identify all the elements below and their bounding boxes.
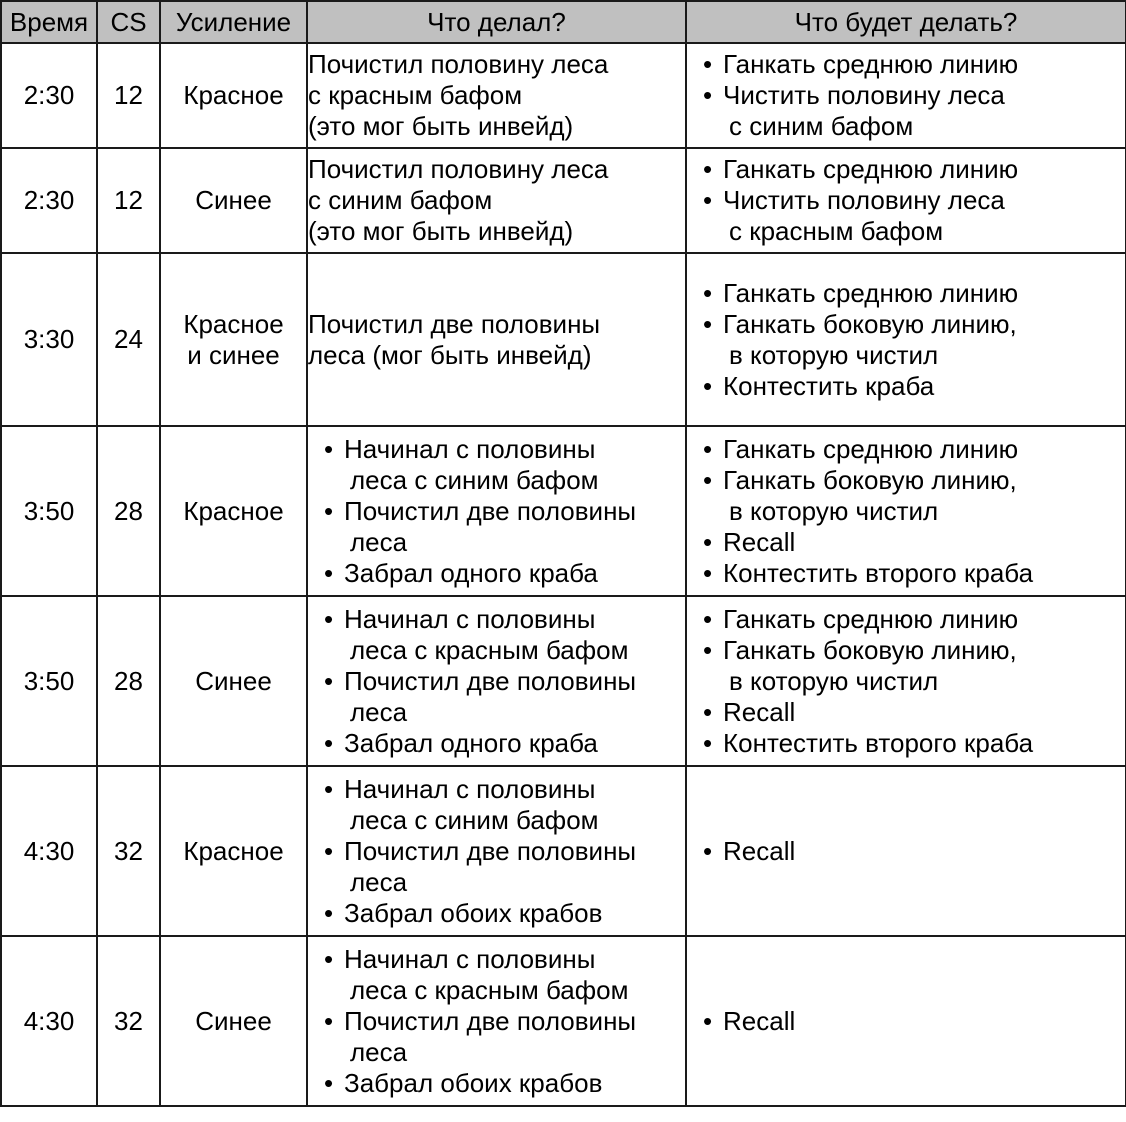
- buff-line: Красное: [183, 495, 284, 526]
- cell-cs: 32: [97, 936, 160, 1106]
- did-line: леса (мог быть инвейд): [308, 339, 592, 370]
- did-item-cont: леса: [350, 866, 408, 897]
- did-item-line: • Начинал с половины: [344, 433, 596, 464]
- did-item-line: • Начинал с половины: [344, 773, 596, 804]
- buff-line: Красное: [183, 835, 284, 866]
- cell-buff: [160, 596, 307, 766]
- cell-will-do: [686, 426, 1126, 596]
- did-item-cont: леса с синим бафом: [350, 464, 599, 495]
- did-item-line: • Начинал с половины: [344, 603, 596, 634]
- buff-line: Красное: [183, 80, 284, 110]
- will-item-line: • Контестить краба: [723, 370, 935, 401]
- did-list-item: [324, 944, 685, 1006]
- cell-buff: [160, 766, 307, 936]
- did-item-line: • Почистил две половины: [344, 665, 637, 696]
- will-do-item: [703, 1006, 1125, 1037]
- did-list-item: [324, 666, 685, 728]
- did-item-cont: леса с красным бафом: [350, 634, 629, 665]
- cell-did: [307, 766, 686, 936]
- header-did: Что делал?: [307, 1, 686, 43]
- did-item-line: • Почистил две половины: [344, 1005, 637, 1036]
- did-line: (это мог быть инвейд): [308, 111, 574, 141]
- cell-will-do: [686, 596, 1126, 766]
- did-list: [308, 774, 685, 929]
- will-item-line: • Ганкать боковую линию,: [723, 308, 1017, 339]
- did-list-item: [324, 1006, 685, 1068]
- did-line: Почистил половину леса: [308, 154, 609, 184]
- did-list-item: [324, 604, 685, 666]
- will-do-item: [703, 185, 1125, 247]
- cell-did: [307, 596, 686, 766]
- cell-cs: 28: [97, 426, 160, 596]
- cell-cs: 28: [97, 596, 160, 766]
- will-do-list: [687, 1006, 1125, 1037]
- did-list-item: [324, 774, 685, 836]
- did-list-item: [324, 836, 685, 898]
- will-do-list: [687, 49, 1125, 142]
- cell-time: 2:30: [1, 148, 97, 253]
- will-do-item: [703, 434, 1125, 465]
- did-line: с красным бафом: [308, 80, 523, 110]
- cell-will-do: [686, 766, 1126, 936]
- will-item-line: • Ганкать боковую линию,: [723, 464, 1017, 495]
- cell-cs: 24: [97, 253, 160, 426]
- cell-time: 3:50: [1, 596, 97, 766]
- did-list-item: [324, 558, 685, 589]
- will-do-item: [703, 465, 1125, 527]
- did-list-item: [324, 434, 685, 496]
- will-item-line: • Ганкать боковую линию,: [723, 634, 1017, 665]
- cell-did: [307, 936, 686, 1106]
- will-do-list: [687, 604, 1125, 759]
- will-item-line: • Контестить второго краба: [723, 557, 1034, 588]
- did-list-item: [324, 728, 685, 759]
- did-line: Почистил две половины: [308, 308, 601, 339]
- will-do-item: [703, 80, 1125, 142]
- buff-line: и синее: [187, 339, 280, 370]
- did-item-line: • Забрал одного краба: [344, 557, 598, 588]
- will-item-line: • Чистить половину леса: [723, 185, 1005, 215]
- cell-time: 3:50: [1, 426, 97, 596]
- did-item-line: • Почистил две половины: [344, 495, 637, 526]
- cell-did: [307, 426, 686, 596]
- header-time: Время: [1, 1, 97, 43]
- will-item-line: • Чистить половину леса: [723, 80, 1005, 110]
- cell-buff: [160, 148, 307, 253]
- will-item-cont: в которую чистил: [729, 665, 939, 696]
- will-item-line: • Ганкать среднюю линию: [723, 154, 1019, 184]
- cell-buff: [160, 43, 307, 148]
- cell-will-do: [686, 148, 1126, 253]
- did-list: [308, 944, 685, 1099]
- cell-will-do: [686, 43, 1126, 148]
- cell-buff: [160, 253, 307, 426]
- did-list-item: [324, 1068, 685, 1099]
- cell-cs: 12: [97, 148, 160, 253]
- cell-time: 3:30: [1, 253, 97, 426]
- table-row: [1, 426, 1126, 596]
- will-do-list: [687, 836, 1125, 867]
- will-do-list: [687, 434, 1125, 589]
- cell-will-do: [686, 936, 1126, 1106]
- did-item-cont: леса: [350, 696, 408, 727]
- will-item-line: • Ганкать среднюю линию: [723, 277, 1019, 308]
- cell-buff: [160, 426, 307, 596]
- did-item-line: • Почистил две половины: [344, 835, 637, 866]
- will-do-list: [687, 154, 1125, 247]
- did-line: (это мог быть инвейд): [308, 216, 574, 246]
- did-item-cont: леса с красным бафом: [350, 974, 629, 1005]
- will-item-line: • Recall: [723, 1005, 796, 1036]
- will-do-item: [703, 309, 1125, 371]
- will-item-cont: с красным бафом: [729, 216, 944, 246]
- did-line: с синим бафом: [308, 185, 493, 215]
- will-do-item: [703, 604, 1125, 635]
- will-item-cont: в которую чистил: [729, 339, 939, 370]
- did-item-line: • Забрал обоих крабов: [344, 897, 603, 928]
- buff-line: Синее: [195, 1005, 272, 1036]
- did-list-item: [324, 898, 685, 929]
- did-item-line: • Забрал одного краба: [344, 727, 598, 758]
- will-do-item: [703, 154, 1125, 185]
- table-row: [1, 43, 1126, 148]
- will-item-line: • Ганкать среднюю линию: [723, 49, 1019, 79]
- table-row: [1, 936, 1126, 1106]
- buff-line: Синее: [195, 665, 272, 696]
- cell-buff: [160, 936, 307, 1106]
- will-item-line: • Recall: [723, 835, 796, 866]
- did-item-cont: леса: [350, 526, 408, 557]
- header-cs: CS: [97, 1, 160, 43]
- will-do-list: [687, 278, 1125, 402]
- cell-will-do: [686, 253, 1126, 426]
- cell-cs: 12: [97, 43, 160, 148]
- will-item-line: • Recall: [723, 696, 796, 727]
- did-line: Почистил половину леса: [308, 49, 609, 79]
- cell-did: [307, 253, 686, 426]
- cell-time: 2:30: [1, 43, 97, 148]
- will-do-item: [703, 527, 1125, 558]
- will-item-line: • Ганкать среднюю линию: [723, 433, 1019, 464]
- will-do-item: [703, 836, 1125, 867]
- will-do-item: [703, 697, 1125, 728]
- cell-time: 4:30: [1, 766, 97, 936]
- will-do-item: [703, 635, 1125, 697]
- table-row: [1, 596, 1126, 766]
- table-row: [1, 148, 1126, 253]
- buff-line: Красное: [183, 308, 284, 339]
- will-do-item: [703, 278, 1125, 309]
- header-buff: Усиление: [160, 1, 307, 43]
- header-will-do: Что будет делать?: [686, 1, 1126, 43]
- did-item-line: • Начинал с половины: [344, 943, 596, 974]
- will-item-line: • Контестить второго краба: [723, 727, 1034, 758]
- will-do-item: [703, 49, 1125, 80]
- cell-did: [307, 43, 686, 148]
- will-do-item: [703, 371, 1125, 402]
- table-row: [1, 766, 1126, 936]
- did-item-cont: леса с синим бафом: [350, 804, 599, 835]
- will-item-cont: с синим бафом: [729, 111, 914, 141]
- cell-time: 4:30: [1, 936, 97, 1106]
- will-item-line: • Ганкать среднюю линию: [723, 603, 1019, 634]
- did-item-cont: леса: [350, 1036, 408, 1067]
- will-do-item: [703, 558, 1125, 589]
- cell-cs: 32: [97, 766, 160, 936]
- table-row: [1, 253, 1126, 426]
- cell-did: [307, 148, 686, 253]
- will-item-cont: в которую чистил: [729, 495, 939, 526]
- did-list: [308, 604, 685, 759]
- did-item-line: • Забрал обоих крабов: [344, 1067, 603, 1098]
- header-row: [1, 1, 1126, 43]
- will-do-item: [703, 728, 1125, 759]
- did-list-item: [324, 496, 685, 558]
- table-body: [1, 43, 1126, 1106]
- did-list: [308, 434, 685, 589]
- buff-line: Синее: [195, 185, 272, 215]
- will-item-line: • Recall: [723, 526, 796, 557]
